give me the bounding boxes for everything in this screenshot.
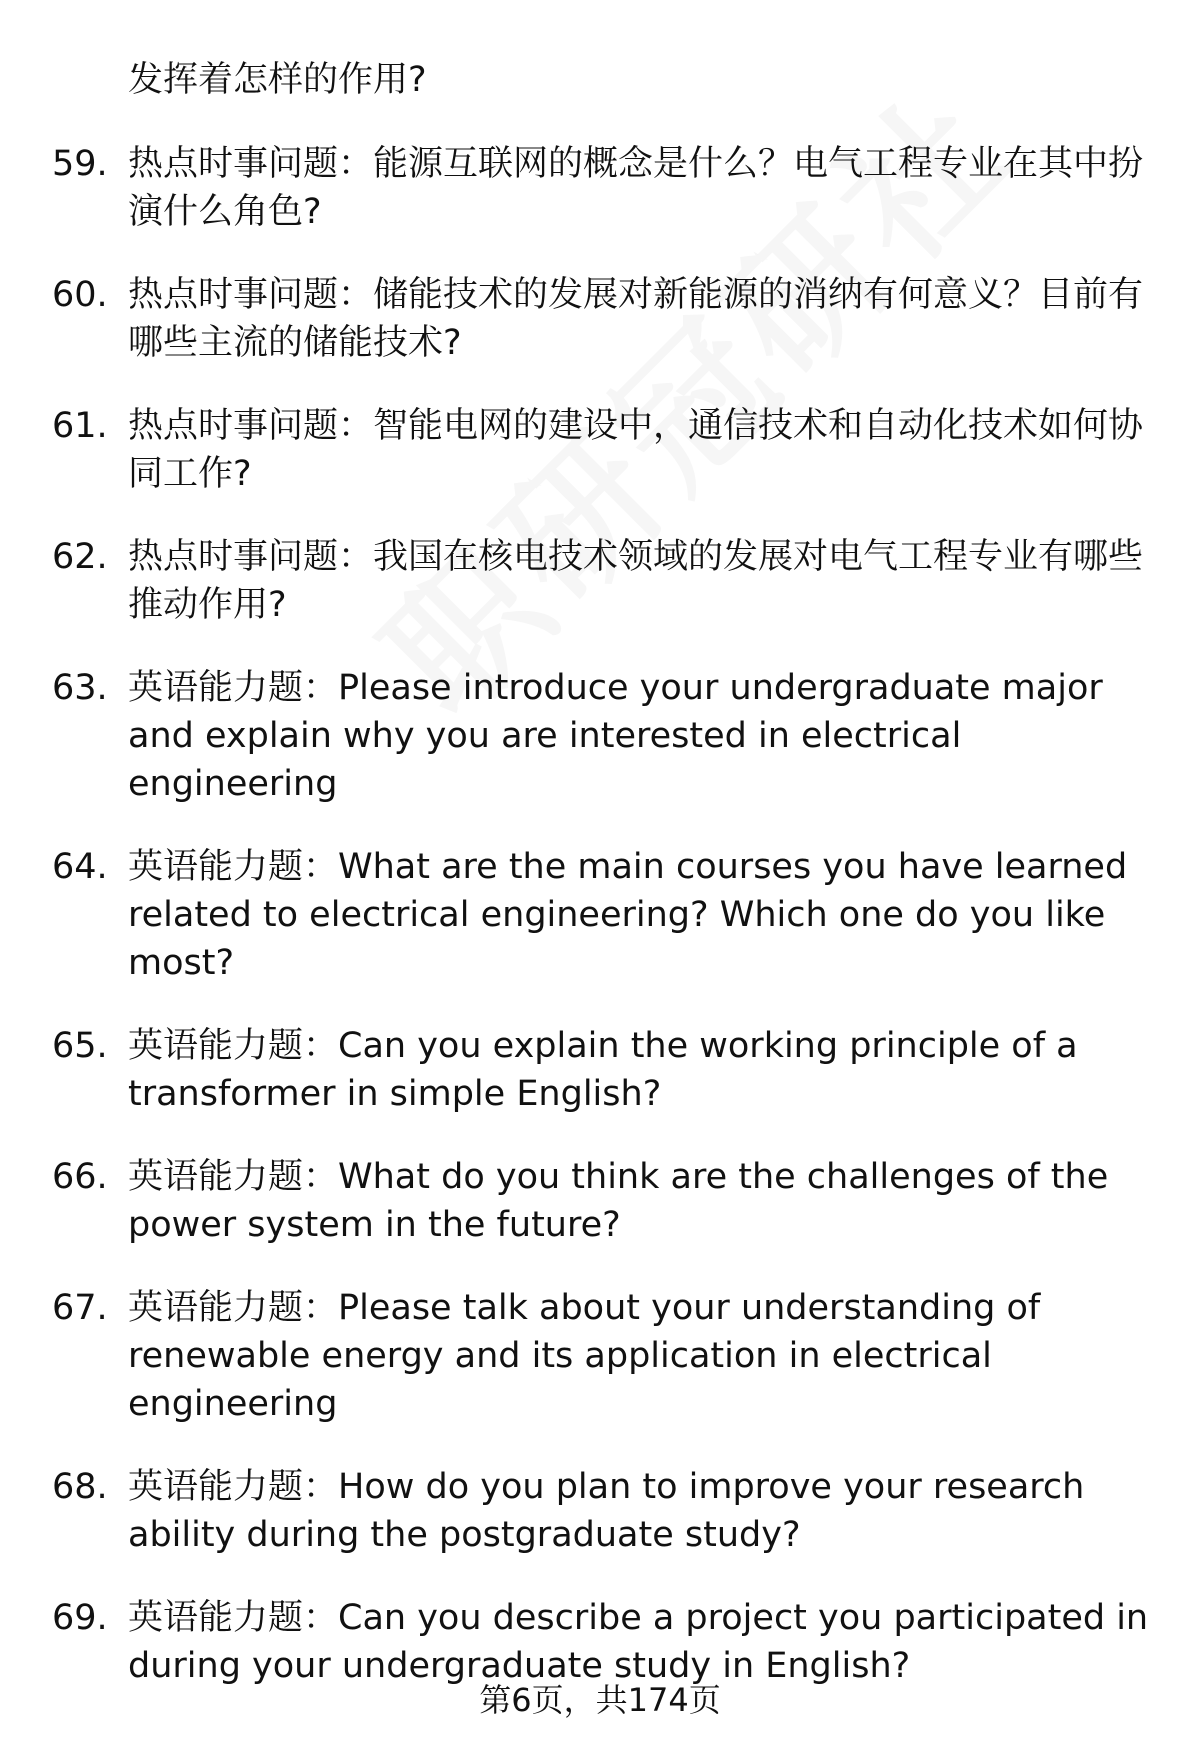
question-number: 68. bbox=[52, 1467, 108, 1507]
question-number: 61. bbox=[52, 406, 108, 446]
question-body bbox=[128, 843, 1162, 987]
question-body bbox=[128, 271, 1162, 367]
question-item bbox=[52, 140, 1162, 236]
question-category: 英语能力题： bbox=[128, 1598, 339, 1638]
question-body bbox=[128, 1594, 1162, 1690]
question-text: Can you describe a project you participated in during your undergraduate study in English? bbox=[128, 1598, 1149, 1686]
question-category: 热点时事问题： bbox=[128, 537, 374, 577]
question-number: 66. bbox=[52, 1157, 108, 1197]
question-item bbox=[52, 843, 1162, 987]
question-text: Please introduce your undergraduate major and explain why you are interested in electrical engineering bbox=[128, 668, 1103, 804]
question-text: What are the main courses you have learned related to electrical engineering? Which one do you like most? bbox=[128, 847, 1128, 983]
question-body bbox=[128, 664, 1162, 808]
question-item bbox=[52, 664, 1162, 808]
question-number: 59. bbox=[52, 144, 108, 184]
question-text: 我国在核电技术领域的发展对电气工程专业有哪些推动作用? bbox=[128, 537, 1144, 625]
question-item bbox=[52, 1463, 1162, 1559]
question-item bbox=[52, 1594, 1162, 1690]
question-number: 64. bbox=[52, 847, 108, 887]
question-category: 英语能力题： bbox=[128, 1288, 339, 1328]
question-item bbox=[52, 1153, 1162, 1249]
question-body bbox=[128, 533, 1162, 629]
question-body bbox=[128, 140, 1162, 236]
question-category: 热点时事问题： bbox=[128, 406, 374, 446]
question-item bbox=[52, 1284, 1162, 1428]
question-text: 能源互联网的概念是什么？电气工程专业在其中扮演什么角色? bbox=[128, 144, 1144, 232]
question-number: 62. bbox=[52, 537, 108, 577]
question-text: Please talk about your understanding of renewable energy and its application in electrical engineering bbox=[128, 1288, 1041, 1424]
question-body bbox=[128, 1153, 1162, 1249]
question-body bbox=[128, 1463, 1162, 1559]
question-category: 英语能力题： bbox=[128, 668, 339, 708]
question-list bbox=[52, 140, 1162, 1725]
question-item bbox=[52, 402, 1162, 498]
question-body bbox=[128, 1284, 1162, 1428]
question-number: 67. bbox=[52, 1288, 108, 1328]
question-number: 63. bbox=[52, 668, 108, 708]
question-text: What do you think are the challenges of the power system in the future? bbox=[128, 1157, 1109, 1245]
question-item bbox=[52, 271, 1162, 367]
question-category: 热点时事问题： bbox=[128, 275, 374, 315]
question-number: 69. bbox=[52, 1598, 108, 1638]
continued-question-text: 发挥着怎样的作用? bbox=[128, 60, 427, 100]
question-text: How do you plan to improve your research ability during the postgraduate study? bbox=[128, 1467, 1085, 1555]
question-text: 智能电网的建设中，通信技术和自动化技术如何协同工作? bbox=[128, 406, 1144, 494]
question-text: 储能技术的发展对新能源的消纳有何意义？目前有哪些主流的储能技术? bbox=[128, 275, 1144, 363]
question-item bbox=[52, 1022, 1162, 1118]
question-number: 65. bbox=[52, 1026, 108, 1066]
question-body bbox=[128, 402, 1162, 498]
question-body bbox=[128, 1022, 1162, 1118]
question-category: 英语能力题： bbox=[128, 1026, 339, 1066]
question-text: Can you explain the working principle of a transformer in simple English? bbox=[128, 1026, 1078, 1114]
question-category: 英语能力题： bbox=[128, 1157, 339, 1197]
question-category: 英语能力题： bbox=[128, 847, 339, 887]
question-category: 英语能力题： bbox=[128, 1467, 339, 1507]
question-item bbox=[52, 533, 1162, 629]
question-number: 60. bbox=[52, 275, 108, 315]
question-category: 热点时事问题： bbox=[128, 144, 374, 184]
page-number-footer: 第6页，共174页 bbox=[479, 1681, 721, 1719]
